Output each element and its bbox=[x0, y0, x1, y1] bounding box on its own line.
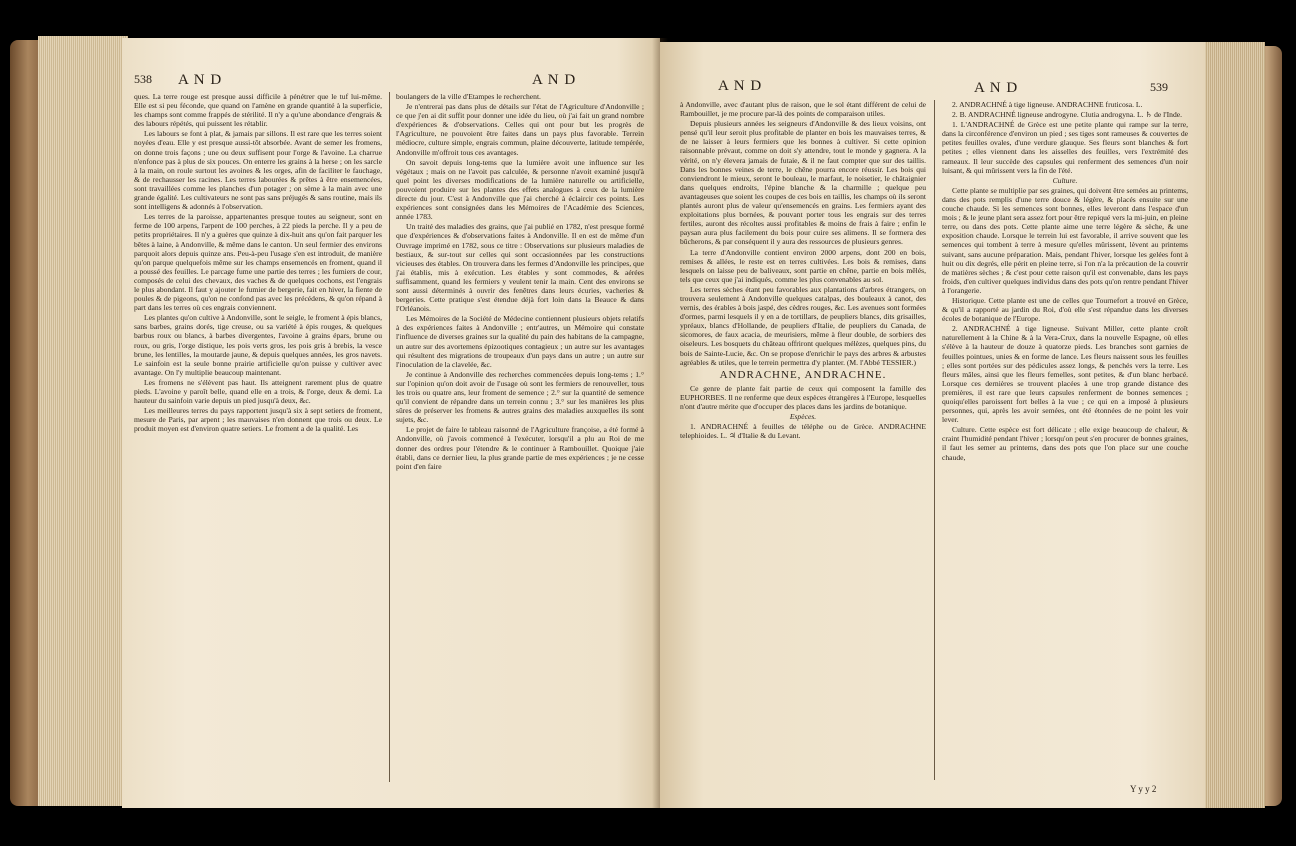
paragraph: La terre d'Andonville contient environ 2000 arpens, dont 200 en bois, remises & allées, le reste est en terres cultivées. Les bois & remises, dans lesquels on laisse peu de baliveaux, sont partie en chêne, partie en bois mêlés, tels que ceux que j'ai indiqués, comme les plus convenables au sol. bbox=[680, 247, 926, 284]
paragraph: à Andonville, avec d'autant plus de raison, que le sol étant différent de celui de Rambouillet, je me procure par-là des points de comparaison utiles. bbox=[680, 100, 926, 119]
paragraph: ques. La terre rouge est presque aussi difficile à pénétrer que le tuf lui-même. Elle est si peu féconde, que quand on l'amène en grande quantité à la superficie, les champs sont comme frappés de stérilité. Il n'y a qu'une abondance d'engrais & des labours répétés, qui puissent les rétablir. bbox=[134, 92, 382, 129]
paragraph: Cette plante se multiplie par ses graines, qui doivent être semées au printems, dans des pots remplis d'une terre douce & légère, & placés ensuite sur une couche chaude. Si les semences sont bonnes, elles leveront dans l'espace d'un mois ; & le jeune plant sera assez fort pour être repiqué vers la mi-juin, en pleine terre, ou dans des pots. Cette plante aime une terre légère & sèche, & une exposition chaude. Lorsque le terrein lui est favorable, il arrive souvent que les semences qui tombent à terre à mesure qu'elles mûrissent, lèvent au printems suivant, sans aucune préparation. Mais, pendant l'hiver, lorsque les gelées font à huit ou dix degrés, elle périt en pleine terre, si l'on n'a la précaution de la couvrir de matières sèches ; & c'est pour cette raison qu'il est convenable, dans les pays froids, d'en cultiver quelques individus dans des pots qu'on rentre pendant l'hiver à l'orangerie. bbox=[942, 185, 1188, 295]
paragraph: Les terres sèches étant peu favorables aux plantations d'arbres étrangers, on trouvera seulement à Andonville quelques catalpas, des bouleaux à canot, des vernis, des érables à bois jaspé, des cèdres rouges, &c. Les avenues sont formées d'ormes, parmi lesquels il y en a de tortillars, de peupliers blancs, dits grisailles, ypréaux, blancs d'Hollande, de peupliers d'Italie, de peupliers du Canada, de sicomores, de faux acacia, de meurisiers, même à fleur double, de sorbiers des oiseleurs. Les bosquets du château offriront quelques mélèzes, quelques pins, du bois de Sainte-Lucie, &c. On se propose d'enrichir le pays des arbres & arbustes agréables & utiles, que le terrein permettra d'y planter. (M. l'Abbé TESSIER.) bbox=[680, 284, 926, 367]
article-heading: ANDRACHNE, ANDRACHNE. bbox=[719, 368, 887, 381]
paragraph: 2. ANDRACHNÉ à tige ligneuse. ANDRACHNE fruticosa. L. bbox=[952, 100, 1143, 109]
paragraph: Je n'entrerai pas dans plus de détails sur l'état de l'Agriculture d'Andonville ; ce que j'en ai dit suffit pour donner une idée du lieu, où j'ai fait un grand nombre d'expériences & d'observations. Celles qui ont pour but les progrès de l'Agriculture, ne pouvoient être faites dans un pays plus favorable. Terrein médiocre, culture simple, engrais commun, plaine découverte, latitude tempérée, Andonville m'offroit tous ces avantages. bbox=[396, 102, 644, 157]
left-page bbox=[122, 38, 660, 808]
paragraph: 1. L'ANDRACHNÉ de Grèce est une petite plante qui rampe sur la terre, dans la circonférence d'environ un pied ; ses tiges sont rameuses & couvertes de petites feuilles ovales, d'une verdure glauque. Ses fleurs sont blanches & fort petites ; elles viennent dans les aisselles des feuilles, vers l'extrémité des rameaux. Il leur succède des capsules qui renferment des semences d'un noir luisant, & qui mûrissent vers la fin de l'été. bbox=[942, 120, 1188, 175]
paragraph: Le projet de faire le tableau raisonné de l'Agriculture françoise, a été formé à Andonville, où j'avois commencé à l'exécuter, lorsqu'il a plu au Roi de me donner des ordres pour l'étendre & le continuer à Rambouillet. Quoique j'aie établi, dans ce dernier lieu, la plus grande partie de mes expériences ; je ne cesse point d'en faire bbox=[396, 425, 644, 471]
paragraph: 1. ANDRACHNÉ à feuilles de téléphe ou de Grèce. ANDRACHNE telephioides. L. ♃ d'Italie & du Levant. bbox=[680, 422, 926, 441]
paragraph: Depuis plusieurs années les seigneurs d'Andonville & des lieux voisins, ont pensé qu'il leur seroit plus profitable de planter en bois les mauvaises terres, & de ne laisser à leurs fermiers que les bonnes à cultiver. Si cette opinion raisonnable prévaut, comme on doit s'y attendre, tout le monde y gagnera. A la vérité, on n'y élevera jamais de futaie, & il ne faut compter que sur des taillis. Dans les bonnes veines de terre, le chêne pourra encore réussir. Les bois qui conviendront le mieux, seront le bouleau, le marfaut, le noisetier, le châtaignier dans quelques endroits, l'épine blanche & la charmille ; quelque peu avantageuses que soient les coupes de ces bois en taillis, les champs où ils seront plantés auront plus de valeur qu'ensemencés en grains. Les fermiers ayant des exploitations plus bornées, & pouvant porter tous les engrais sur des terres fertiles, auront des récoltes aussi profitables & moins de frais à faire ; enfin le paysan aura plus facilement du bois pour cuire ses alimens. Il se formera des bûcherons, & par conséquent il y aura des ressources de plusieurs genres. bbox=[680, 119, 926, 247]
left-page-column-1 bbox=[134, 92, 382, 434]
section-heading: Espèces. bbox=[789, 412, 817, 422]
signature-mark: Y y y 2 bbox=[1130, 784, 1157, 794]
running-head-left-2: A N D bbox=[532, 72, 577, 88]
paragraph: boulangers de la ville d'Etampes le recherchent. bbox=[396, 92, 541, 101]
paragraph: Les terres de la paroisse, appartenantes presque toutes au seigneur, sont en ferme de 100 arpens, l'arpent de 100 perches, à 22 pieds la perche. Il y a peu de petits propriétaires. Il n'y a guères que quinze à dix-huit ans qu'on fait parquer les bêtes à laine, à Andonville, & même dans le canton. Un seul fermier des environs parquoit alors depuis quinze ans. Peu-à-peu l'usage s'en est introduit, de manière qu'on parque quelquefois même sur les champs ensemencés en froment, quand il a poussé des feuilles. Le parcage fume une partie des terres ; les fumiers de cour, composés de celui des chevaux, des vaches & de quelques cochons, est l'engrais le plus abondant. Il faut y ajouter le fumier de bergerie, fait en hiver, la fiente de poules & de pigeons, qu'on ne confond pas avec les précédens, & qu'on répand à part dans les terres où ces engrais conviennent. bbox=[134, 212, 382, 313]
paragraph: Les fromens ne s'élèvent pas haut. Ils atteignent rarement plus de quatre pieds. L'avoine y paroît belle, quand elle en a trois, & l'orge, deux & demi. La hauteur du sainfoin varie depuis un pied jusqu'à deux, &c. bbox=[134, 377, 382, 406]
column-rule bbox=[389, 92, 390, 782]
page-edges-right bbox=[1195, 42, 1265, 808]
paragraph: 2. ANDRACHNÉ à tige ligneuse. Suivant Miller, cette plante croît naturellement à la Chine & à la Vera-Crux, dans la nouvelle Espagne, où elles s'élève à la hauteur de douze à quatorze pieds. Les branches sont garnies de feuilles pointues, unies & en forme de lance. Les fleurs naissent sous les feuilles ; elles sont portées sur des pédicules assez longs, & penchés vers la terre. Les fleurs mâles, ainsi que les fleurs femelles, sont petites, & d'un blanc herbacé. Lorsque ces dernières se trouvent placées à une trop grande distance des premières, il est rare que leurs capsules renferment de bonnes semences ; quoiqu'elles paroissent fort belles à la vue ; ce qui en a imposé à plusieurs personnes, qui, après les avoir semées, ont été étonnées de ne point les voir lever. bbox=[942, 324, 1188, 425]
page-number-right: 539 bbox=[1150, 80, 1168, 94]
paragraph: Historique. Cette plante est une de celles que Tournefort a trouvé en Grèce, & qu'il a rapporté au jardin du Roi, d'où elle s'est répandue dans les diverses écoles de botanique de l'Europe. bbox=[942, 295, 1188, 324]
paragraph: Les labours se font à plat, & jamais par sillons. Il est rare que les terres soient noyées d'eau. Elle y est presque aussi-tôt absorbée. Avant de semer les fromens, on donne trois façons ; une ou deux suffisent pour l'orge & l'avoine. La charrue n'enfonce pas à plus de six pouces. On enterre les grains à la herse ; on les sarcle à la main, on roule surtout les avoines & les orges, afin de faciliter le fauchage, & de rechausser les racines. Les terres labourées & prêtes à être ensemencées, sont travaillées comme les planches d'un potager ; on sème à la main avec une grande égalité. Les cultivateurs ne sont pas sans préjugés & sans routine, mais ils sont intelligens & adonnés à l'observation. bbox=[134, 129, 382, 212]
paragraph: Un traité des maladies des grains, que j'ai publié en 1782, n'est presque formé que d'expériences & d'observations faites à Andonville. Il en est de même d'un Ouvrage imprimé en 1782, sous ce titre : Observations sur plusieurs maladies de bestiaux, & sur-tout sur celles qui sont occasionnées par les constructions vicieuses des étables. On trouvera dans les fermes d'Andonville les principes, que j'ai établis, mis à exécution. Les étables y sont commodes, & aérées suffisamment, quand les fermiers y veulent tenir la main. Cent des environs se sont aussi déterminés à ouvrir des fenêtres dans leurs écuries, vacheries & bergeries. Cette pratique s'est étendue déjà fort loin dans la Beauce & dans l'Orléanois. bbox=[396, 222, 644, 314]
paragraph: Culture. Cette espèce est fort délicate ; elle exige beaucoup de chaleur, & craint l'humidité pendant l'hiver ; lorsqu'on peut s'en procurer de bonnes graines, il faut les semer au printems, dans des pots que l'on place sur une couche chaude, bbox=[942, 425, 1188, 462]
paragraph: 2. B. ANDRACHNÉ ligneuse androgyne. Clutia androgyna. L. ♄ de l'Inde. bbox=[952, 110, 1183, 120]
paragraph: Les Mémoires de la Société de Médecine contiennent plusieurs objets relatifs à des expériences faites à Andonville ; entr'autres, un Mémoire qui constate l'influence de diverses graines sur la qualité du pain des habitans de la campagne, un autre sur des avortemens épizootiques contagieux ; un autre sur les avantages qui résultent des migrations de troupeaux d'un pays dans un autre ; un autre sur l'inoculation de la clavelée, &c. bbox=[396, 314, 644, 369]
left-page-column-2 bbox=[396, 92, 644, 472]
section-heading: Culture. bbox=[1052, 175, 1078, 185]
running-head-left-1: A N D bbox=[178, 72, 223, 88]
right-page-column-2 bbox=[942, 100, 1188, 463]
right-page-column-1 bbox=[680, 100, 926, 441]
column-rule bbox=[934, 100, 935, 780]
running-head-right-2: A N D bbox=[974, 80, 1019, 96]
running-head-right-1: A N D bbox=[718, 78, 763, 94]
paragraph: Je continue à Andonville des recherches commencées depuis long-tems ; 1.° sur l'opinion qu'on doit avoir de l'usage où sont les fermiers de renouveller, tous les trois ou quatre ans, leur froment de semence ; 2.° sur la quantité de semence qu'il convient de répandre dans un terrein connu ; 3.° sur les manières les plus sûres de préserver les fromens & autres grains des maladies auxquelles ils sont sujets, &c. bbox=[396, 369, 644, 425]
paragraph: Ce genre de plante fait partie de ceux qui composent la famille des EUPHORBES. Il ne renferme que deux espèces étrangères à l'Europe, lesquelles n'ont d'autre mérite que d'occuper des places dans les jardins de botanique. bbox=[680, 383, 926, 411]
paragraph: Les meilleures terres du pays rapportent jusqu'à six à sept setiers de froment, mesure de Paris, par arpent ; les mauvaises n'en donnent que trois ou deux. Le produit moyen est d'environ quatre setiers. Le froment a de la qualité. Les bbox=[134, 406, 382, 434]
page-edges-left bbox=[38, 36, 128, 806]
paragraph: Les plantes qu'on cultive à Andonville, sont le seigle, le froment à épis blancs, sans barbes, grains dorés, tige creuse, ou sa variété à épis rouges, & quelques barbus roux ou blancs, à barbes divergentes, l'avoine à grains épars, brune ou roux, ou gris, l'orge distique, les pois verts gros, les pois gris à brebis, la vesce brune, les lentilles, la moutarde jaune, & depuis quelques années, les gros navets. Le sainfoin est la seule bonne prairie artificielle qu'on puisse y cultiver avec avantage. On l'y multiplie beaucoup maintenant. bbox=[134, 313, 382, 377]
page-number-left: 538 bbox=[134, 72, 152, 86]
right-page bbox=[660, 42, 1205, 808]
paragraph: On savoit depuis long-tems que la lumière avoit une influence sur les végétaux ; mais on ne l'avoit pas calculée, & personne n'avoit examiné jusqu'à quel point les diverses modifications de la lumière naturelle ou artificielle, pouvoient produire sur les plantes des effets analogues à ceux de la lumière directe du jour. C'est à Andonville que j'ai cherché à éclaircir ces points. Les expériences sont consignées dans les Mémoires de l'Académie des Sciences, année 1783. bbox=[396, 157, 644, 222]
